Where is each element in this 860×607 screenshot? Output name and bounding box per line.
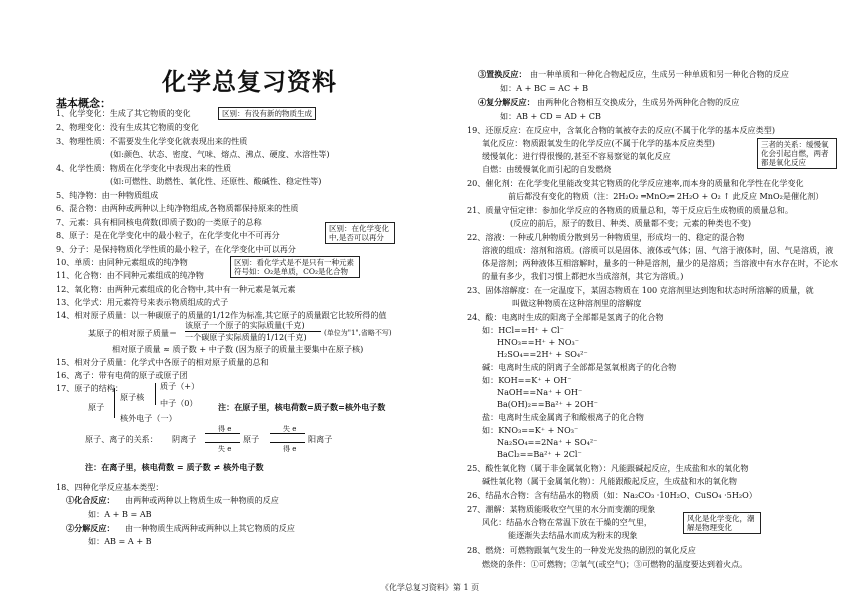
item-27: 27、潮解：某物质能吸收空气里的水分而变潮的现象 bbox=[467, 504, 656, 514]
salt-eq-2: Na₂SO₄==2Na⁺ + SO₄²⁻ bbox=[497, 437, 598, 447]
item-21-detail: (反应的前后，原子的数目、种类、质量都不变；元素的种类也不变) bbox=[510, 218, 752, 228]
item-2: 2、物理变化：没有生成其它物质的变化 bbox=[56, 122, 199, 132]
item-23: 23、固体溶解度：在一定温度下，某固态物质在 100 克溶剂里达到饱和状态时所溶解的质量，就 bbox=[467, 285, 814, 295]
item-22-c: 的量有多少，我们习惯上都把水当成溶剂，其它为溶质。) bbox=[482, 271, 684, 281]
page-footer: 《化学总复习资料》第 1 页 bbox=[380, 583, 480, 592]
item-27-b: 风化：结晶水合物在常温下放在干燥的空气里， bbox=[482, 517, 652, 527]
formula-label: 某原子的相对原子质量＝ bbox=[88, 328, 178, 338]
item-21: 21、质量守恒定律：参加化学反应的各物质的质量总和，等于反应后生成物质的质量总和。 bbox=[467, 205, 793, 215]
item-22: 22、溶液：一种或几种物质分散到另一种物质里，形成均一的、稳定的混合物 bbox=[467, 232, 745, 242]
item-10: 10、单质：由同种元素组成的纯净物 bbox=[56, 257, 188, 267]
atom-brace bbox=[114, 388, 115, 418]
reaction-3-text: 由一种单质和一种化合物起反应，生成另一种单质和另一种化合物的反应 bbox=[530, 69, 790, 79]
item-7: 7、元素：具有相同核电荷数(即质子数)的一类原子的总称 bbox=[56, 217, 262, 227]
lose-label-2: 失 e bbox=[283, 425, 297, 433]
gain-label-1: 得 e bbox=[218, 425, 232, 433]
ion-note: 注：在离子里，核电荷数 = 质子数 ≠ 核外电子数 bbox=[85, 462, 264, 472]
reaction-1-example: 如：A + B = AB bbox=[88, 509, 152, 519]
item-16: 16、离子：带有电荷的原子或原子团 bbox=[56, 370, 188, 380]
arrow-2 bbox=[205, 442, 240, 443]
arrow-1 bbox=[205, 433, 240, 434]
note-box-2: 区别：在化学变化中,是否可以再分 bbox=[325, 222, 395, 244]
reaction-3-example: 如：A + BC = AC + B bbox=[500, 83, 589, 93]
neutron-label: 中子（0） bbox=[160, 398, 198, 408]
acid-eq-3: H₂SO₄==2H⁺ + SO₄²⁻ bbox=[497, 349, 588, 359]
note-box-5: 风化是化学变化，潮解是物理变化 bbox=[683, 512, 761, 534]
mass-approx: 相对原子质量 ≈ 质子数 + 中子数 (因为原子的质量主要集中在原子核) bbox=[112, 344, 364, 354]
reaction-4-text: 由两种化合物相互交换成分，生成另外两种化合物的反应 bbox=[537, 97, 740, 107]
section-heading: 基本概念： bbox=[56, 97, 111, 110]
note-box-1: 区别：有没有新的物质生成 bbox=[218, 107, 316, 120]
base-eq-3: Ba(OH)₂==Ba²⁺ + 2OH⁻ bbox=[497, 399, 598, 409]
fraction-denominator: 一个碳原子实际质量的1/12(千克) bbox=[185, 332, 307, 342]
item-26: 26、结晶水合物：含有结晶水的物质（如：Na₂CO₃ ·10H₂O、CuSO₄ ·5H₂O） bbox=[467, 490, 757, 500]
item-19: 19、还原反应：在反应中，含氧化合物的氧被夺去的反应(不属于化学的基本反应类型) bbox=[467, 125, 775, 135]
item-3-detail: (如:颜色、状态、密度、气味、熔点、沸点、硬度、水溶性等) bbox=[110, 149, 330, 159]
reaction-2-text: 由一种物质生成两种或两种以上其它物质的反应 bbox=[125, 523, 295, 533]
salt-eq-1: 如：KNO₃==K⁺ + NO₃⁻ bbox=[482, 425, 579, 435]
item-14: 14、相对原子质量：以一种碳原子的质量的1/12作为标准,其它原子的质量跟它比较所得的值 bbox=[56, 310, 387, 320]
proton-label: 质子（+） bbox=[160, 381, 200, 391]
item-17: 17、原子的结构： bbox=[56, 383, 123, 393]
item-5: 5、纯净物：由一种物质组成 bbox=[56, 190, 159, 200]
item-1: 1、化学变化：生成了其它物质的变化 bbox=[56, 108, 191, 118]
reaction-2-example: 如：AB = A + B bbox=[88, 536, 152, 546]
item-23-detail: 叫做这种物质在这种溶剂里的溶解度 bbox=[512, 298, 642, 308]
item-25-b: 碱性氧化物（属于金属氧化物）：凡能跟酸起反应，生成盐和水的氧化物 bbox=[482, 476, 737, 486]
fraction-note: (单位为"1",省略不写) bbox=[324, 329, 392, 337]
item-8: 8、原子：是在化学变化中的最小粒子，在化学变化中不可再分 bbox=[56, 230, 280, 240]
note-box-3: 区别：看化学式是不是只有一种元素符号如：O₂是单质，CO₂是化合物 bbox=[230, 256, 360, 278]
atom-label: 原子 bbox=[88, 402, 105, 412]
fraction-numerator: 该原子一个原子的实际质量(千克) bbox=[185, 320, 305, 330]
reaction-4-example: 如：AB + CD = AD + CB bbox=[500, 111, 601, 121]
base-eq-2: NaOH==Na⁺ + OH⁻ bbox=[497, 387, 583, 397]
electron-label: 核外电子（一） bbox=[120, 413, 177, 423]
reaction-1-label: ①化合反应： bbox=[66, 495, 115, 505]
page-title: 化学总复习资料 bbox=[162, 67, 337, 96]
reaction-3-label: ③置换反应： bbox=[478, 69, 527, 79]
ion-relation-label: 原子、离子的关系： bbox=[85, 434, 158, 444]
salt-eq-3: BaCl₂==Ba²⁺ + 2Cl⁻ bbox=[497, 449, 582, 459]
acid-eq-1: 如：HCl==H⁺ + Cl⁻ bbox=[482, 325, 564, 335]
item-28: 28、燃烧：可燃物跟氧气发生的一种发光发热的剧烈的氧化反应 bbox=[467, 545, 696, 555]
item-19-oxidation: 氧化反应：物质跟氧发生的化学反应(不属于化学的基本反应类型) bbox=[482, 138, 715, 148]
gain-label-2: 得 e bbox=[283, 445, 297, 453]
lose-label-1: 失 e bbox=[218, 445, 232, 453]
item-6: 6、混合物：由两种或两种以上纯净物组成,各物质都保持原来的性质 bbox=[56, 203, 299, 213]
cation-label: 阳离子 bbox=[308, 434, 333, 444]
item-19-spontaneous: 自燃：由缓慢氧化而引起的自发燃烧 bbox=[482, 164, 612, 174]
note-box-4: 三者的关系：缓慢氧化会引起自燃，两者都是氧化反应 bbox=[757, 138, 837, 169]
nucleus-label: 原子核 bbox=[120, 392, 145, 402]
item-4-detail: (如:可燃性、助燃性、氧化性、还原性、酸碱性、稳定性等) bbox=[110, 176, 322, 186]
item-28-b: 燃烧的条件：①可燃物；②氧气(或空气)；③可燃物的温度要达到着火点。 bbox=[482, 559, 748, 569]
item-22-b: 体是溶剂；两种液体互相溶解时，量多的一种是溶剂，量少的是溶质；当溶液中有水存在时，不论水 bbox=[482, 258, 839, 268]
item-13: 13、化学式：用元素符号来表示物质组成的式子 bbox=[56, 297, 229, 307]
reaction-4-label: ④复分解反应： bbox=[478, 97, 535, 107]
atom-mid-label: 原子 bbox=[243, 434, 260, 444]
reaction-2-label: ②分解反应： bbox=[66, 523, 115, 533]
item-3: 3、物理性质：不需要发生化学变化就表现出来的性质 bbox=[56, 136, 248, 146]
base-eq-1: 如：KOH==K⁺ + OH⁻ bbox=[482, 375, 572, 385]
item-20: 20、催化剂：在化学变化里能改变其它物质的化学反应速率,而本身的质量和化学性在化学变化 bbox=[467, 178, 804, 188]
arrow-3 bbox=[270, 433, 305, 434]
item-18: 18、四种化学反应基本类型： bbox=[56, 482, 164, 492]
atom-note: 注：在原子里，核电荷数=质子数=核外电子数 bbox=[218, 402, 386, 412]
anion-label: 阴离子 bbox=[172, 434, 197, 444]
item-25: 25、酸性氧化物（属于非金属氧化物）：凡能跟碱起反应，生成盐和水的氧化物 bbox=[467, 463, 749, 473]
item-11: 11、化合物：由不同种元素组成的纯净物 bbox=[56, 270, 204, 280]
reaction-1-text: 由两种或两种以上物质生成一种物质的反应 bbox=[125, 495, 279, 505]
arrow-4 bbox=[270, 442, 305, 443]
item-20-detail: 前后都没有变化的物质（注：2H₂O₂ ═MnO₂═ 2H₂O + O₂ ↑ 此反应 MnO₂是催化剂） bbox=[508, 191, 824, 201]
item-19-slow-oxidation: 缓慢氧化：进行得很慢的,甚至不容易察觉的氧化反应 bbox=[482, 151, 671, 161]
item-22-a: 溶液的组成：溶剂和溶质。(溶质可以是固体、液体或气体；固、气溶于液体时，固、气是溶质，液 bbox=[482, 245, 834, 255]
nucleus-brace bbox=[155, 383, 156, 405]
salt-def: 盐：电离时生成金属离子和酸根离子的化合物 bbox=[482, 412, 644, 422]
item-24-acid: 24、酸：电离时生成的阳离子全部都是氢离子的化合物 bbox=[467, 312, 664, 322]
base-def: 碱：电离时生成的阴离子全部都是氢氧根离子的化合物 bbox=[482, 362, 677, 372]
acid-eq-2: HNO₃==H⁺ + NO₃⁻ bbox=[497, 337, 580, 347]
item-9: 9、分子：是保持物质化学性质的最小粒子，在化学变化中可以再分 bbox=[56, 244, 296, 254]
item-4: 4、化学性质：物质在化学变化中表现出来的性质 bbox=[56, 163, 232, 173]
item-12: 12、氧化物：由两种元素组成的化合物中,其中有一种元素是氧元素 bbox=[56, 284, 296, 294]
item-15: 15、相对分子质量：化学式中各原子的相对原子质量的总和 bbox=[56, 357, 269, 367]
item-27-c: 能逐渐失去结晶水而成为粉末的现象 bbox=[508, 530, 638, 540]
